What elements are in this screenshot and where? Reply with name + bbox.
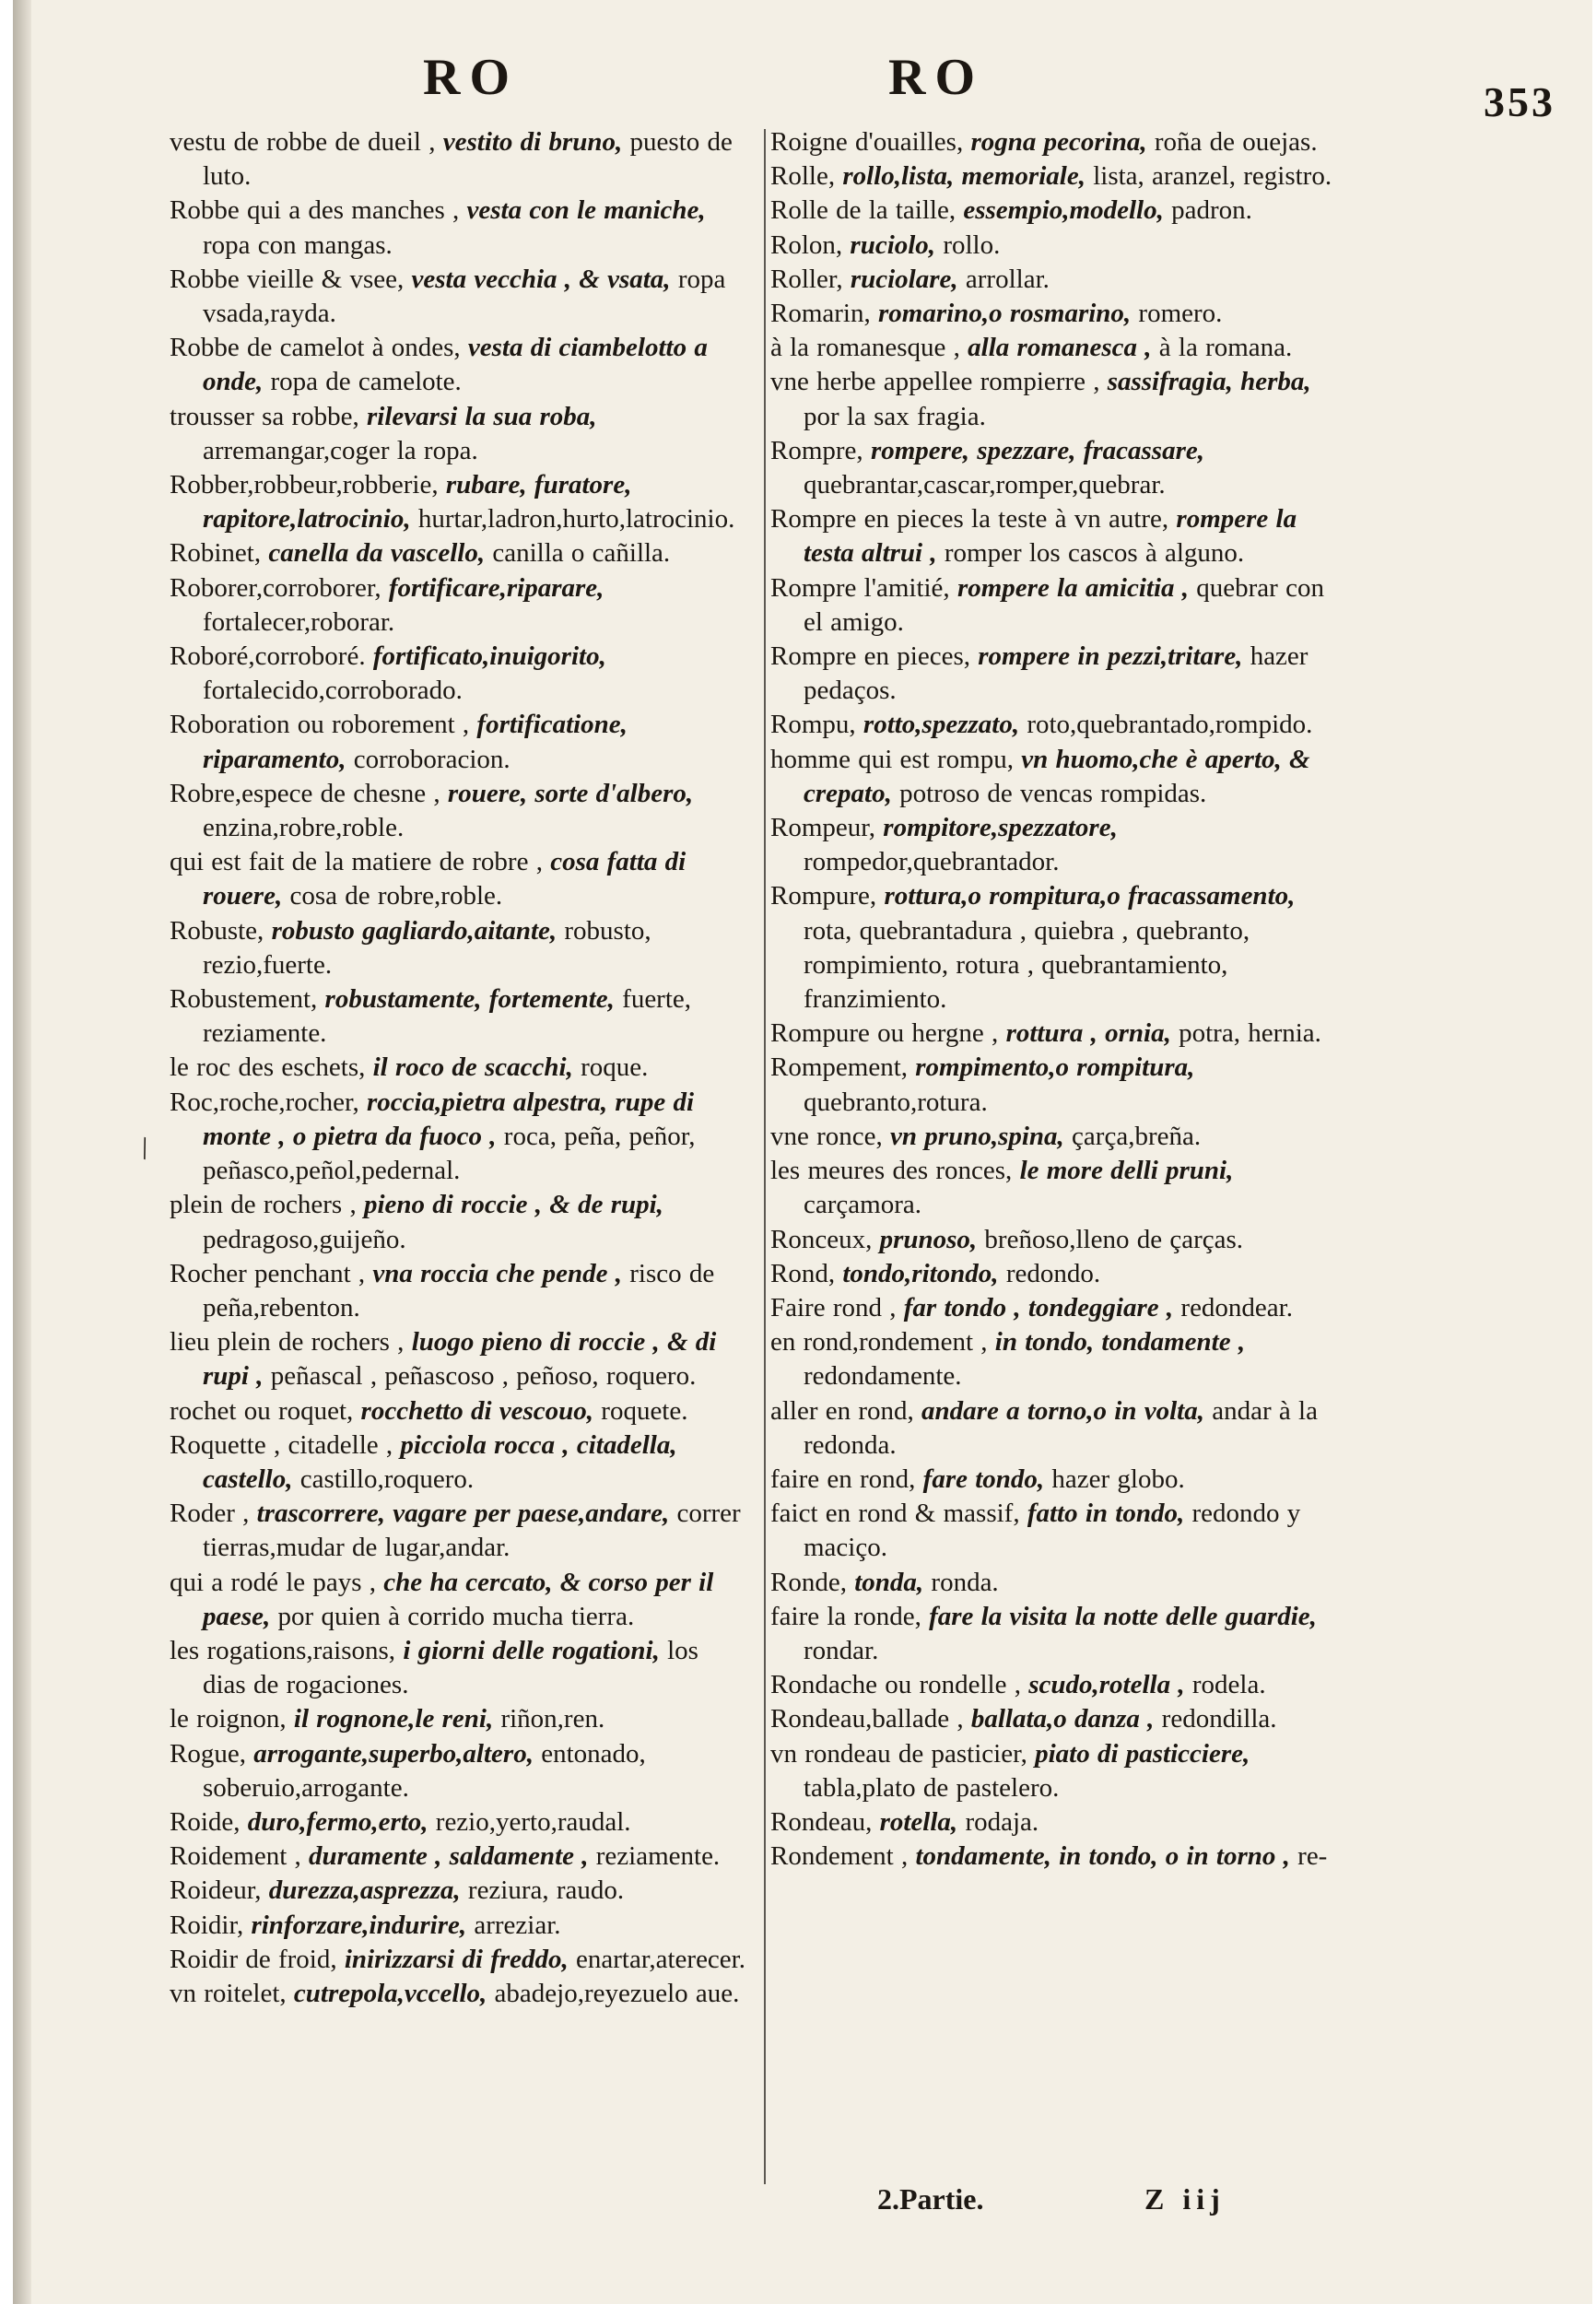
dictionary-entry — [170, 1188, 745, 1256]
entry-french: Rompu, — [770, 710, 856, 740]
dictionary-entry — [770, 263, 1346, 297]
dictionary-entry — [170, 1051, 745, 1085]
entry-french: Roboration ou roborement , — [170, 710, 470, 740]
dictionary-entry — [170, 331, 745, 399]
entry-french: Roigne d'ouailles, — [770, 127, 964, 157]
entry-italian: rottura , ornia, — [1005, 1018, 1171, 1049]
entry-french: à la romanesque , — [770, 333, 960, 363]
dictionary-entry — [170, 777, 745, 845]
entry-french: Robbe vieille & vsee, — [170, 264, 405, 294]
entry-italian: fortificare,riparare, — [388, 572, 604, 603]
dictionary-entry — [170, 571, 745, 640]
entry-spanish: roto,quebrantado,rompido. — [1027, 710, 1313, 740]
entry-italian: canella da vascello, — [268, 538, 486, 569]
dictionary-entry — [770, 365, 1346, 433]
dictionary-entry — [770, 1120, 1346, 1154]
entry-italian: rotella, — [879, 1806, 958, 1837]
entry-spanish: entonado, soberuio,arrogante. — [203, 1738, 646, 1803]
entry-spanish: fortalecer,roborar. — [203, 606, 395, 637]
entry-italian: sassifragia, herba, — [1107, 367, 1311, 397]
entry-french: Roboré,corroboré. — [170, 641, 366, 672]
dictionary-entry — [770, 502, 1346, 570]
entry-french: Robuste, — [170, 915, 264, 946]
entry-spanish: quebrantar,cascar,romper,quebrar. — [804, 470, 1166, 500]
entry-spanish: enartar,aterecer. — [576, 1944, 745, 1974]
dictionary-entry — [770, 571, 1346, 640]
entry-spanish: romero. — [1138, 299, 1223, 329]
entry-french: Roborer,corroborer, — [170, 572, 381, 603]
dictionary-entry — [770, 1600, 1346, 1668]
entry-spanish: breñoso,lleno de çarças. — [984, 1224, 1244, 1254]
entry-french: Robbe qui a des manches , — [170, 195, 460, 226]
entry-spanish: hazer globo. — [1051, 1464, 1185, 1494]
entry-french: Robinet, — [170, 538, 262, 569]
entry-french: Roller, — [770, 264, 843, 294]
entry-french: Robbe de camelot à ondes, — [170, 333, 461, 363]
dictionary-entry — [770, 125, 1346, 159]
entry-spanish: reziura, raudo. — [467, 1875, 625, 1906]
entry-spanish: castillo,roquero. — [299, 1464, 475, 1494]
entry-italian: trascorrere, vagare per paese,andare, — [256, 1499, 670, 1529]
entry-french: vn roitelet, — [170, 1978, 287, 2008]
dictionary-entry — [770, 1702, 1346, 1736]
dictionary-entry — [770, 1394, 1346, 1463]
dictionary-entry — [770, 811, 1346, 879]
dictionary-entry — [170, 914, 745, 982]
entry-french: Ronde, — [770, 1567, 847, 1597]
entry-italian: rompere in pezzi,tritare, — [978, 641, 1243, 672]
entry-italian: rompitore,spezzatore, — [883, 813, 1118, 843]
entry-french: Rond, — [770, 1258, 836, 1288]
entry-french: Rogue, — [170, 1738, 246, 1769]
entry-french: Roide, — [170, 1806, 241, 1837]
dictionary-entry — [170, 1566, 745, 1634]
dictionary-entry — [770, 1291, 1346, 1325]
entry-spanish: re- — [1297, 1841, 1328, 1872]
dictionary-entry — [770, 879, 1346, 1017]
entry-french: faire en rond, — [770, 1464, 916, 1494]
entry-spanish: rollo. — [943, 229, 1001, 260]
dictionary-entry — [170, 1840, 745, 1874]
entry-french: homme qui est rompu, — [770, 744, 1014, 774]
dictionary-entry — [770, 159, 1346, 194]
entry-french: Rondeau,ballade , — [770, 1704, 964, 1734]
entry-spanish: ropa vsada,rayda. — [203, 264, 726, 329]
dictionary-entry — [770, 194, 1346, 228]
entry-spanish: enzina,robre,roble. — [203, 813, 405, 843]
entry-italian: essempio,modello, — [963, 195, 1164, 226]
entry-spanish: andar à la redonda. — [804, 1395, 1318, 1460]
entry-french: Ronceux, — [770, 1224, 873, 1254]
entry-french: vn rondeau de pasticier, — [770, 1738, 1027, 1769]
entry-italian: vna roccia che pende , — [372, 1258, 623, 1288]
signature-mark: Z iij — [1144, 2182, 1226, 2216]
entry-spanish: potra, hernia. — [1179, 1018, 1321, 1049]
dictionary-entry — [170, 1702, 745, 1736]
dictionary-entry — [170, 1325, 745, 1393]
entry-italian: rocchetto di vescouo, — [360, 1395, 594, 1426]
entry-italian: ballata,o danza , — [970, 1704, 1155, 1734]
entry-italian: robustamente, fortemente, — [324, 984, 615, 1015]
dictionary-entry — [770, 1668, 1346, 1702]
dictionary-entry — [170, 1394, 745, 1428]
entry-french: Robre,espece de chesne , — [170, 778, 440, 808]
dictionary-entry — [170, 468, 745, 536]
entry-french: les meures des ronces, — [770, 1156, 1013, 1186]
dictionary-entry — [770, 1154, 1346, 1222]
entry-french: plein de rochers , — [170, 1190, 357, 1220]
entry-italian: luogo pieno di roccie , & di rupi , — [203, 1327, 717, 1392]
dictionary-entry — [170, 982, 745, 1051]
dictionary-entry — [170, 1634, 745, 1702]
entry-italian: roccia,pietra alpestra, rupe di monte , o pietra da fuoco , — [203, 1087, 695, 1151]
dictionary-entry — [770, 1840, 1346, 1874]
entry-italian: arrogante,superbo,altero, — [253, 1738, 534, 1769]
dictionary-entry — [770, 434, 1346, 502]
entry-french: Faire rond , — [770, 1292, 897, 1322]
entry-italian: i giorni delle rogationi, — [403, 1635, 660, 1665]
entry-italian: rompere la amicitia , — [956, 572, 1190, 603]
dictionary-entry — [770, 331, 1346, 365]
entry-italian: scudo,rotella , — [1028, 1670, 1185, 1700]
entry-italian: rottura,o rompitura,o fracassamento, — [884, 881, 1296, 911]
entry-spanish: roque. — [581, 1052, 649, 1083]
folio-number: 353 — [1484, 78, 1555, 125]
dictionary-entry — [770, 708, 1346, 742]
entry-french: vestu de robbe de dueil , — [170, 127, 436, 157]
entry-spanish: carçamora. — [804, 1190, 921, 1220]
dictionary-entry — [170, 1086, 745, 1189]
entry-italian: fortificato,inuigorito, — [372, 641, 606, 672]
entry-french: Rompure ou hergne , — [770, 1018, 999, 1049]
entry-italian: fortificatione, riparamento, — [203, 710, 628, 774]
dictionary-entry — [170, 1977, 745, 2011]
entry-italian: che ha cercato, & corso per il paese, — [203, 1567, 714, 1631]
dictionary-entry — [170, 708, 745, 776]
entry-italian: il roco de scacchi, — [372, 1052, 573, 1083]
entry-spanish: corroboracion. — [353, 744, 510, 774]
entry-french: Romarin, — [770, 299, 871, 329]
entry-spanish: arrollar. — [965, 264, 1050, 294]
entry-italian: vesta di ciambelotto a onde, — [203, 333, 708, 397]
dictionary-entry — [770, 640, 1346, 708]
entry-italian: le more delli pruni, — [1019, 1156, 1234, 1186]
entry-italian: rompimento,o rompitura, — [915, 1052, 1195, 1083]
entry-italian: piato di pasticciere, — [1035, 1738, 1250, 1769]
entry-french: Rolle, — [770, 161, 836, 192]
dictionary-entry — [170, 263, 745, 331]
dictionary-entry — [770, 1737, 1346, 1805]
entry-spanish: roca, peña, peñor, peñasco,peñol,pedernal. — [203, 1121, 696, 1186]
entry-spanish: cosa de robre,roble. — [289, 881, 503, 911]
dictionary-entry — [170, 1943, 745, 1977]
entry-french: Rocher penchant , — [170, 1258, 366, 1288]
entry-italian: inirizzarsi di freddo, — [344, 1944, 569, 1974]
dictionary-entry — [170, 536, 745, 570]
book-page — [13, 0, 1592, 2304]
entry-french: Robustement, — [170, 984, 318, 1015]
entry-italian: vestito di bruno, — [442, 127, 623, 157]
entry-italian: rouere, sorte d'albero, — [447, 778, 694, 808]
entry-french: Roidir de froid, — [170, 1944, 337, 1974]
entry-french: Roc,roche,rocher, — [170, 1087, 359, 1117]
entry-spanish: fortalecido,corroborado. — [203, 676, 463, 706]
entry-french: les rogations,raisons, — [170, 1635, 396, 1665]
entry-french: Roidir, — [170, 1910, 244, 1940]
entry-spanish: hurtar,ladron,hurto,latrocinio. — [417, 504, 735, 535]
entry-french: Rompre en pieces, — [770, 641, 971, 672]
entry-italian: vn huomo,che è aperto, & crepato, — [804, 744, 1310, 808]
entry-spanish: arremangar,coger la ropa. — [203, 435, 478, 465]
entry-spanish: lista, aranzel, registro. — [1093, 161, 1332, 192]
left-column — [170, 125, 745, 2011]
dictionary-entry — [170, 640, 745, 708]
dictionary-entry — [170, 1737, 745, 1805]
entry-french: trousser sa robbe, — [170, 401, 359, 431]
entry-spanish: arreziar. — [474, 1910, 561, 1940]
column-divider — [764, 129, 766, 2184]
catchword: 2.Partie. — [877, 2182, 984, 2216]
dictionary-entry — [770, 1051, 1346, 1119]
entry-spanish: ropa de camelote. — [270, 367, 462, 397]
entry-spanish: risco de peña,rebenton. — [203, 1258, 715, 1322]
dictionary-entry — [770, 1805, 1346, 1840]
dictionary-entry — [770, 1463, 1346, 1497]
dictionary-entry — [770, 297, 1346, 331]
entry-italian: fare la visita la notte delle guardie, — [929, 1601, 1317, 1631]
entry-italian: vesta vecchia , & vsata, — [411, 264, 671, 294]
dictionary-entry — [770, 1566, 1346, 1600]
entry-spanish: potroso de vencas rompidas. — [899, 778, 1207, 808]
marginal-mark: \ — [135, 1131, 155, 1167]
page-gutter-edge — [13, 0, 31, 2304]
entry-italian: rinforzare,indurire, — [251, 1910, 467, 1940]
entry-spanish: reziamente. — [595, 1841, 721, 1872]
dictionary-entry — [770, 1325, 1346, 1393]
entry-french: qui est fait de la matiere de robre , — [170, 847, 543, 877]
entry-spanish: quebranto,rotura. — [804, 1087, 988, 1117]
entry-french: faire la ronde, — [770, 1601, 921, 1631]
entry-french: Rondache ou rondelle , — [770, 1670, 1021, 1700]
dictionary-entry — [170, 1428, 745, 1497]
entry-spanish: hazer pedaços. — [804, 641, 1308, 706]
entry-french: Roideur, — [170, 1875, 262, 1906]
entry-french: rochet ou roquet, — [170, 1395, 354, 1426]
entry-french: Rompement, — [770, 1052, 909, 1083]
dictionary-entry — [770, 1497, 1346, 1565]
entry-italian: tondo,ritondo, — [842, 1258, 999, 1288]
dictionary-entry — [170, 400, 745, 468]
entry-spanish: rondar. — [804, 1635, 879, 1665]
entry-italian: duro,fermo,erto, — [247, 1806, 428, 1837]
dictionary-entry — [770, 229, 1346, 263]
entry-spanish: por quien à corrido mucha tierra. — [277, 1601, 635, 1631]
entry-spanish: riñon,ren. — [500, 1704, 605, 1734]
entry-spanish: ronda. — [931, 1567, 999, 1597]
entry-spanish: quebrar con el amigo. — [804, 572, 1324, 637]
entry-french: Rompre l'amitié, — [770, 572, 950, 603]
entry-spanish: canilla o cañilla. — [492, 538, 671, 569]
entry-italian: rollo,lista, memoriale, — [842, 161, 1086, 192]
entry-spanish: robusto, rezio,fuerte. — [203, 915, 651, 980]
entry-spanish: à la romana. — [1158, 333, 1293, 363]
entry-french: Rompre, — [770, 435, 863, 465]
entry-italian: vn pruno,spina, — [890, 1121, 1064, 1151]
dictionary-entry — [770, 1017, 1346, 1051]
entry-spanish: redondear. — [1180, 1292, 1293, 1322]
entry-italian: alla romanesca , — [968, 333, 1152, 363]
entry-italian: far tondo , tondeggiare , — [903, 1292, 1174, 1322]
entry-french: Rompeur, — [770, 813, 876, 843]
entry-spanish: redondilla. — [1161, 1704, 1277, 1734]
entry-italian: durezza,asprezza, — [268, 1875, 461, 1906]
entry-french: lieu plein de rochers , — [170, 1327, 405, 1358]
dictionary-entry — [170, 1257, 745, 1325]
entry-spanish: roña de ouejas. — [1154, 127, 1318, 157]
entry-spanish: redondo. — [1005, 1258, 1101, 1288]
dictionary-entry — [770, 743, 1346, 811]
entry-spanish: çarça,breña. — [1072, 1121, 1202, 1151]
entry-french: Roidement , — [170, 1841, 301, 1872]
entry-italian: duramente , saldamente , — [309, 1841, 589, 1872]
entry-spanish: rota, quebrantadura , quiebra , quebranto, rompimiento, rotura , quebrantamiento, franzimiento. — [804, 915, 1250, 1015]
entry-french: Roder , — [170, 1499, 250, 1529]
entry-italian: ruciolare, — [850, 264, 958, 294]
entry-french: vne herbe appellee rompierre , — [770, 367, 1100, 397]
entry-spanish: ropa con mangas. — [203, 229, 393, 260]
entry-italian: rompere, spezzare, fracassare, — [870, 435, 1204, 465]
entry-italian: tondamente, in tondo, o in torno , — [915, 1841, 1290, 1872]
entry-spanish: fuerte, reziamente. — [203, 984, 692, 1049]
entry-spanish: redondamente. — [804, 1361, 962, 1392]
entry-italian: fare tondo, — [922, 1464, 1045, 1494]
entry-italian: cosa fatta di rouere, — [203, 847, 687, 911]
entry-spanish: padron. — [1171, 195, 1252, 226]
entry-italian: in tondo, tondamente , — [994, 1327, 1246, 1358]
entry-french: aller en rond, — [770, 1395, 914, 1426]
entry-spanish: pedragoso,guijeño. — [203, 1224, 406, 1254]
entry-french: faict en rond & massif, — [770, 1499, 1020, 1529]
entry-italian: rogna pecorina, — [970, 127, 1147, 157]
dictionary-entry — [170, 194, 745, 262]
dictionary-entry — [170, 845, 745, 913]
entry-french: Rompre en pieces la teste à vn autre, — [770, 504, 1169, 535]
entry-spanish: puesto de luto. — [203, 127, 733, 192]
dictionary-entry — [170, 1805, 745, 1840]
entry-italian: fatto in tondo, — [1027, 1499, 1185, 1529]
entry-spanish: correr tierras,mudar de lugar,andar. — [203, 1499, 741, 1563]
entry-italian: rilevarsi la sua roba, — [367, 401, 597, 431]
dictionary-entry — [770, 1223, 1346, 1257]
entry-italian: rotto,spezzato, — [863, 710, 1020, 740]
entry-french: Rolle de la taille, — [770, 195, 956, 226]
entry-spanish: por la sax fragia. — [804, 401, 986, 431]
entry-french: le roc des eschets, — [170, 1052, 366, 1083]
entry-french: Roquette , citadelle , — [170, 1429, 393, 1460]
entry-italian: andare a torno,o in volta, — [921, 1395, 1204, 1426]
entry-spanish: rezio,yerto,raudal. — [435, 1806, 631, 1837]
entry-italian: rubare, furatore, rapitore,latrocinio, — [203, 470, 632, 535]
running-head-right: RO — [888, 49, 984, 106]
entry-italian: prunoso, — [879, 1224, 978, 1254]
entry-italian: vesta con le maniche, — [466, 195, 706, 226]
entry-spanish: redondo y maciço. — [804, 1499, 1301, 1563]
entry-french: qui a rodé le pays , — [170, 1567, 377, 1597]
entry-spanish: los dias de rogaciones. — [203, 1635, 698, 1700]
entry-french: vne ronce, — [770, 1121, 883, 1151]
entry-italian: ruciolo, — [850, 229, 936, 260]
entry-french: en rond,rondement , — [770, 1327, 988, 1358]
right-column — [770, 125, 1346, 1874]
entry-french: Robber,robbeur,robberie, — [170, 470, 439, 500]
entry-french: le roignon, — [170, 1704, 287, 1734]
entry-spanish: roquete. — [601, 1395, 688, 1426]
entry-italian: romarino,o rosmarino, — [878, 299, 1132, 329]
entry-italian: cutrepola,vccello, — [293, 1978, 487, 2008]
entry-french: Rondement , — [770, 1841, 909, 1872]
entry-french: Rondeau, — [770, 1806, 873, 1837]
entry-spanish: rodela. — [1191, 1670, 1266, 1700]
entry-spanish: abadejo,reyezuelo aue. — [494, 1978, 740, 2008]
entry-spanish: peñascal , peñascoso , peñoso, roquero. — [270, 1361, 697, 1392]
entry-french: Rolon, — [770, 229, 843, 260]
entry-spanish: rodaja. — [965, 1806, 1039, 1837]
dictionary-entry — [170, 125, 745, 194]
entry-french: Rompure, — [770, 881, 877, 911]
entry-italian: tonda, — [854, 1567, 924, 1597]
entry-italian: robusto gagliardo,aitante, — [271, 915, 557, 946]
entry-italian: picciola rocca , citadella, castello, — [203, 1429, 677, 1494]
entry-italian: il rognone,le reni, — [293, 1704, 494, 1734]
dictionary-entry — [170, 1874, 745, 1908]
entry-spanish: tabla,plato de pastelero. — [804, 1772, 1060, 1803]
dictionary-entry — [770, 1257, 1346, 1291]
entry-spanish: romper los cascos à alguno. — [944, 538, 1245, 569]
running-head-left: RO — [423, 49, 519, 106]
entry-spanish: rompedor,quebrantador. — [804, 847, 1060, 877]
entry-italian: pieno di roccie , & de rupi, — [363, 1190, 663, 1220]
dictionary-entry — [170, 1909, 745, 1943]
dictionary-entry — [170, 1497, 745, 1565]
entry-italian: rompere la testa altrui , — [804, 504, 1297, 569]
